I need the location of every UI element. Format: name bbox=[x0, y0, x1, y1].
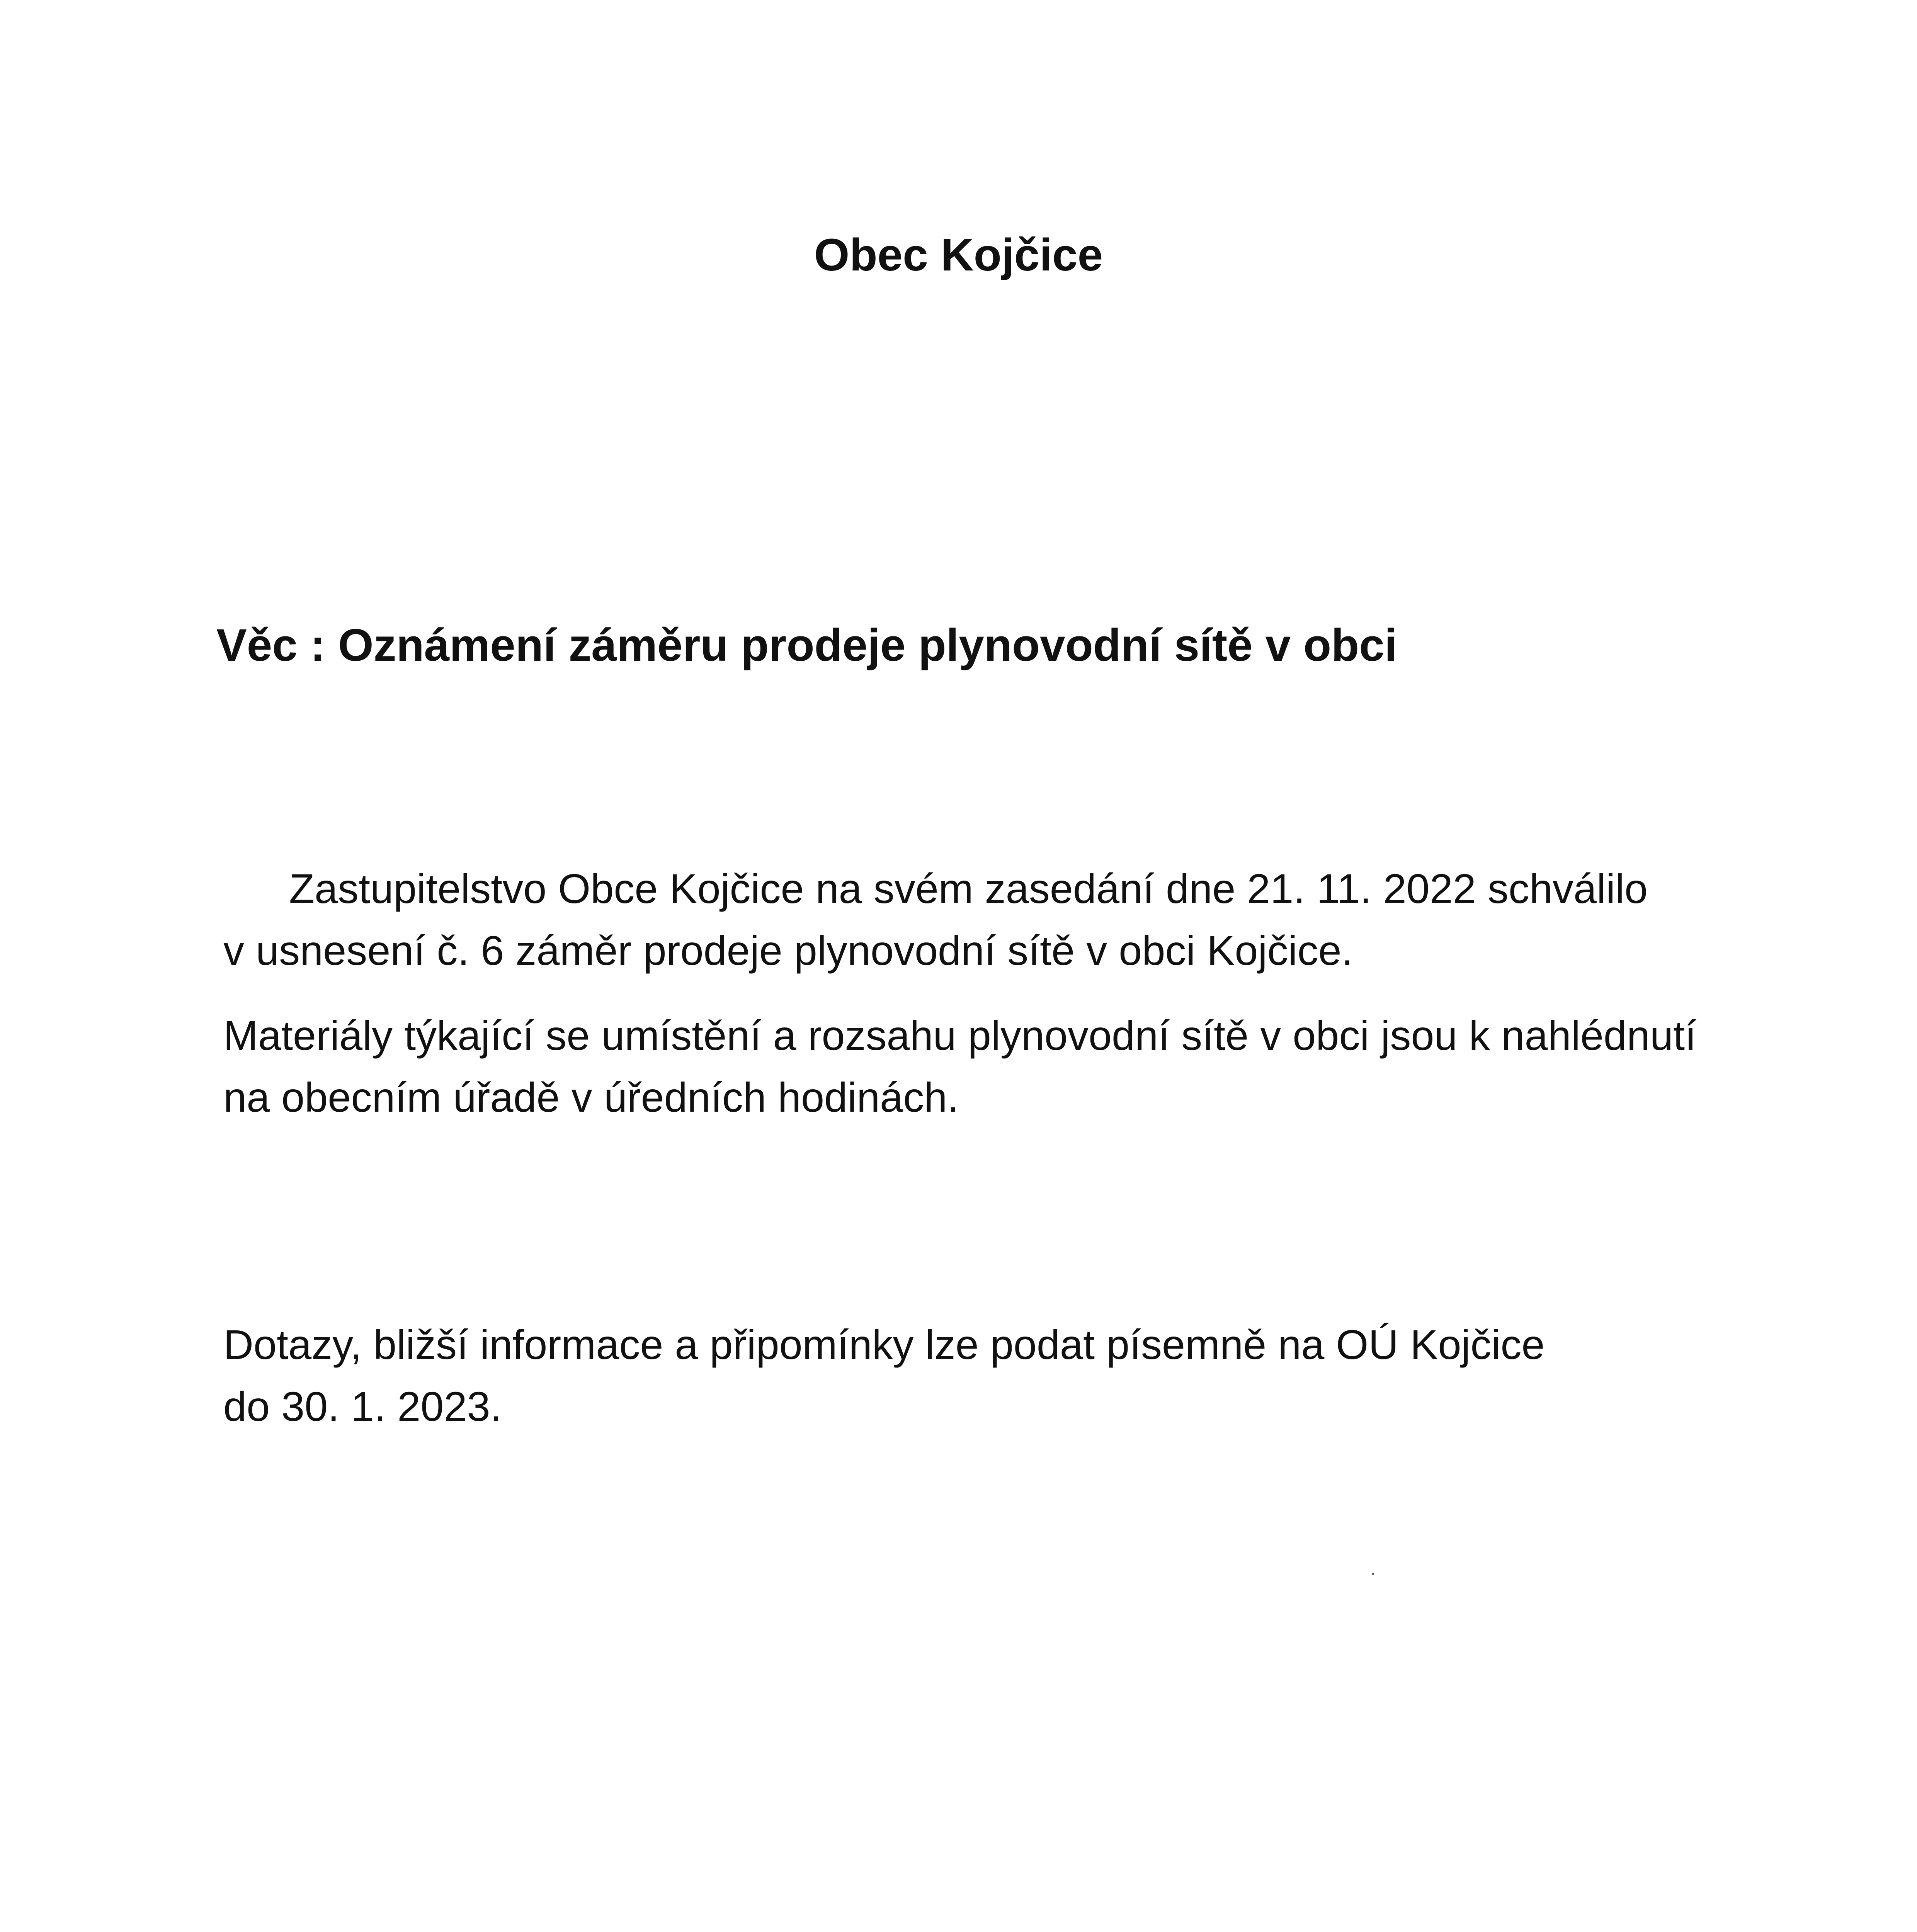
paragraph-line: Materiály týkající se umístění a rozsahu plynovodní sítě v obci jsou k nahlédnutí bbox=[223, 1012, 1696, 1059]
paragraph-line: v usnesení č. 6 záměr prodeje plynovodní sítě v obci Kojčice. bbox=[223, 927, 1353, 974]
paragraph-resolution bbox=[223, 858, 1648, 981]
subject-heading: Věc : Oznámení záměru prodeje plynovodní sítě v obci bbox=[216, 620, 1397, 671]
paragraph-materials bbox=[223, 1005, 1696, 1128]
page-title: Obec Kojčice bbox=[814, 230, 1103, 281]
paragraph-line: Dotazy, bližší informace a připomínky lze podat písemně na OÚ Kojčice bbox=[223, 1321, 1545, 1368]
scan-speck bbox=[1372, 1573, 1374, 1575]
paragraph-line: Zastupitelstvo Obce Kojčice na svém zasedání dne 21. 11. 2022 schválilo bbox=[289, 865, 1648, 912]
paragraph-line: na obecním úřadě v úředních hodinách. bbox=[223, 1074, 959, 1121]
paragraph-line: do 30. 1. 2023. bbox=[223, 1383, 502, 1430]
paragraph-inquiries bbox=[223, 1314, 1545, 1437]
